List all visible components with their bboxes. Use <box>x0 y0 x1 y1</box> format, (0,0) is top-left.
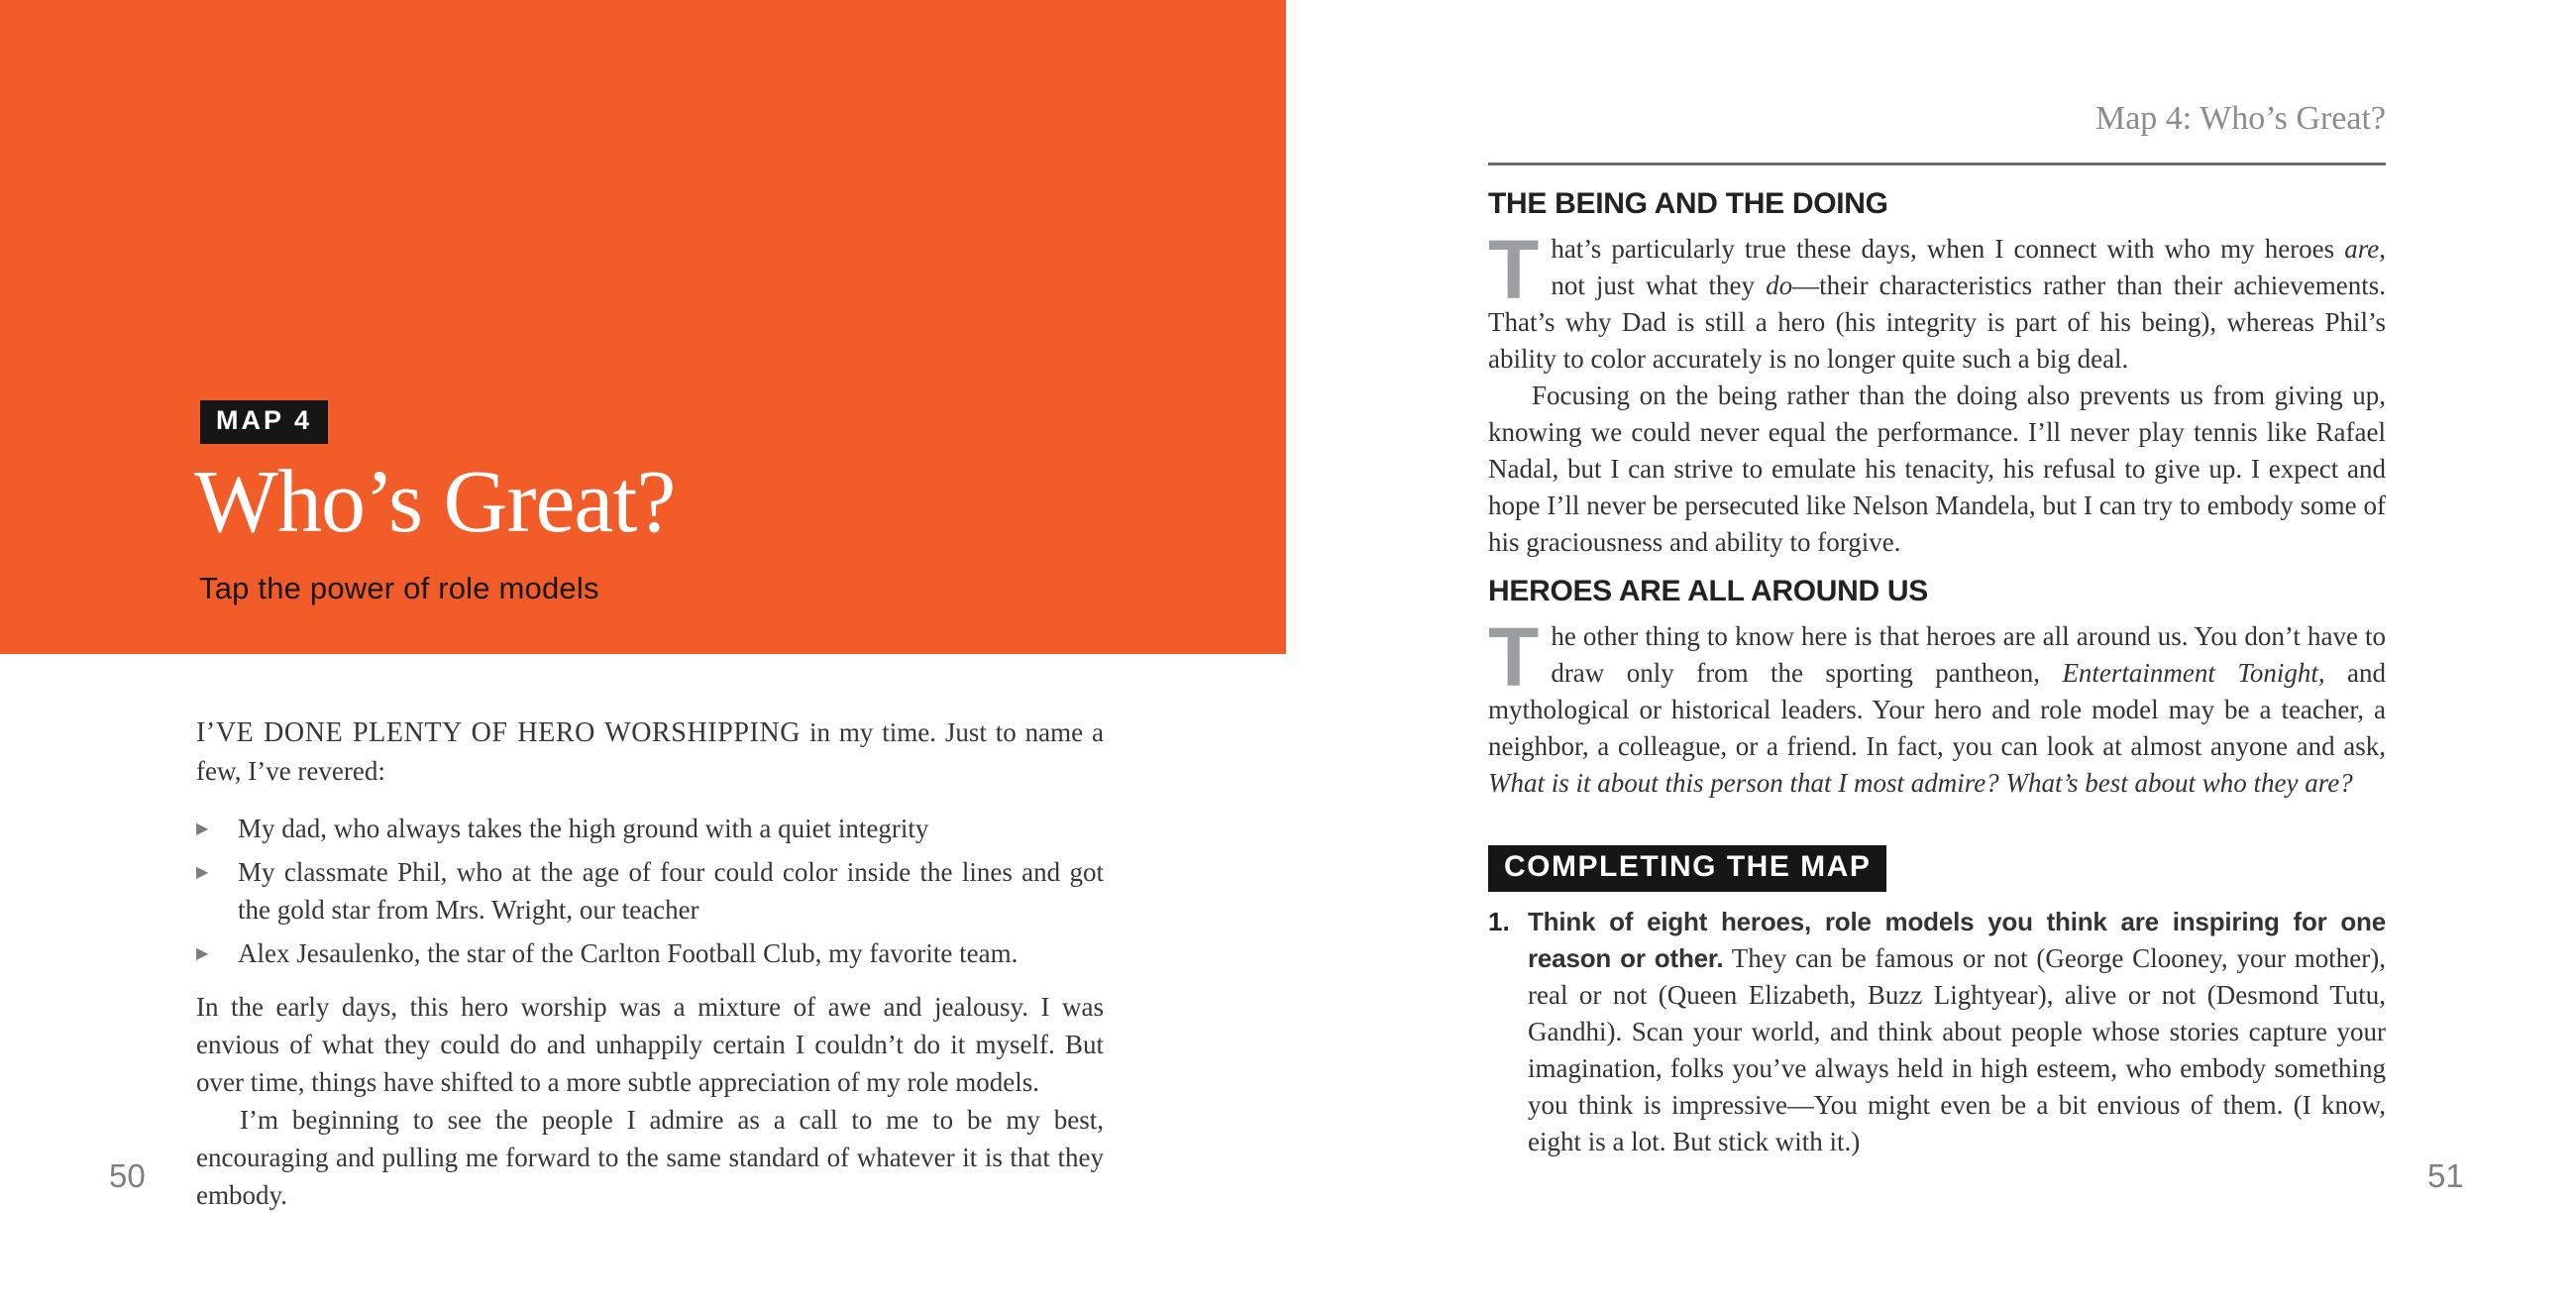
chapter-title: Who’s Great? <box>194 453 676 551</box>
paragraph <box>1488 223 2387 378</box>
right-page-body <box>1488 99 2386 1160</box>
list-item <box>196 934 1104 972</box>
item-number: 1. <box>1488 907 1510 936</box>
section-heading-being-doing: THE BEING AND THE DOING <box>1488 187 1888 220</box>
list-item <box>196 810 1104 847</box>
paragraph <box>1488 610 2387 802</box>
page-number-right: 51 <box>2427 1157 2464 1194</box>
chapter-hero-banner <box>0 0 1286 654</box>
paragraph-text: hat’s particularly true these days, when I connect with who my heroes are, not just what they do—their characteristics rather than their achievements. That’s why Dad is still a hero (his integrity is part of his being), whereas Phil’s ability to color accurately is no longer quite such a big deal. <box>1488 234 2387 374</box>
paragraph-text: he other thing to know here is that heroes are all around us. You don’t have to draw only from the sporting pantheon, Entertainment Tonight, and mythological or historical leaders. Your hero and role model may be a teacher, a neighbor, a colleague, or a friend. In fact, you can look at almost anyone and ask, What is it about this person that I most admire? What’s best about who they are? <box>1488 621 2387 798</box>
triangle-bullet-icon: ▶ <box>196 943 209 962</box>
list-item-text: Alex Jesaulenko, the star of the Carlton Football Club, my favorite team. <box>238 938 1019 968</box>
list-item <box>196 853 1104 929</box>
paragraph: Focusing on the being rather than the doing also prevents us from giving up, knowing we could never equal the performance. I’ll never play tennis like Rafael Nadal, but I can strive to emulate his tenacity, his refusal to give up. I expect and hope I’ll never be persecuted like Nelson Mandela, but I can try to embody some of his graciousness and ability to forgive. <box>1488 381 2386 557</box>
map-number-badge: MAP 4 <box>200 400 328 444</box>
completing-the-map-badge: COMPLETING THE MAP <box>1488 845 1886 892</box>
numbered-item <box>1488 904 2386 1160</box>
triangle-bullet-icon: ▶ <box>196 819 209 837</box>
section-heading-heroes-around: HEROES ARE ALL AROUND US <box>1488 575 1928 607</box>
chapter-subtitle: Tap the power of role models <box>199 571 599 605</box>
running-head: Map 4: Who’s Great? <box>2094 100 2386 137</box>
item-text: Think of eight heroes, role models you think are inspiring for one reason or other. They can be famous or not (George Clooney, your mother), real or not (Queen Elizabeth, Buzz Lightyear), alive or not (Desmond Tutu, Gandhi). Scan your world, and think about people whose stories capture your imagination, folks you’ve always held in high esteem, who embody something you think is impressive—You might even be a bit envious of them. (I know, eight is a lot. But stick with it.) <box>1528 907 2386 1156</box>
drop-cap: T <box>1488 223 1540 316</box>
paragraph: In the early days, this hero worship was a mixture of awe and jealousy. I was envious of what they could do and unhappily certain I couldn’t do it myself. But over time, things have shifted to a more subtle appreciation of my role models. <box>196 992 1104 1097</box>
intro-paragraph: I’VE DONE PLENTY OF HERO WORSHIPPING in my time. Just to name a few, I’ve revered: <box>196 717 1105 786</box>
paragraph: I’m beginning to see the people I admire as a call to me to be my best, encouraging and pulling me forward to the same standard of whatever it is that they embody. <box>196 1105 1104 1210</box>
page-number-left: 50 <box>109 1157 146 1194</box>
header-rule <box>1488 163 2386 165</box>
list-item-text: My dad, who always takes the high ground with a quiet integrity <box>238 814 929 843</box>
revered-list <box>196 810 1104 972</box>
drop-cap: T <box>1488 610 1540 704</box>
list-item-text: My classmate Phil, who at the age of four could color inside the lines and got the gold star from Mrs. Wright, our teacher <box>238 857 1104 925</box>
left-page-body <box>196 713 1104 1214</box>
triangle-bullet-icon: ▶ <box>196 862 209 881</box>
